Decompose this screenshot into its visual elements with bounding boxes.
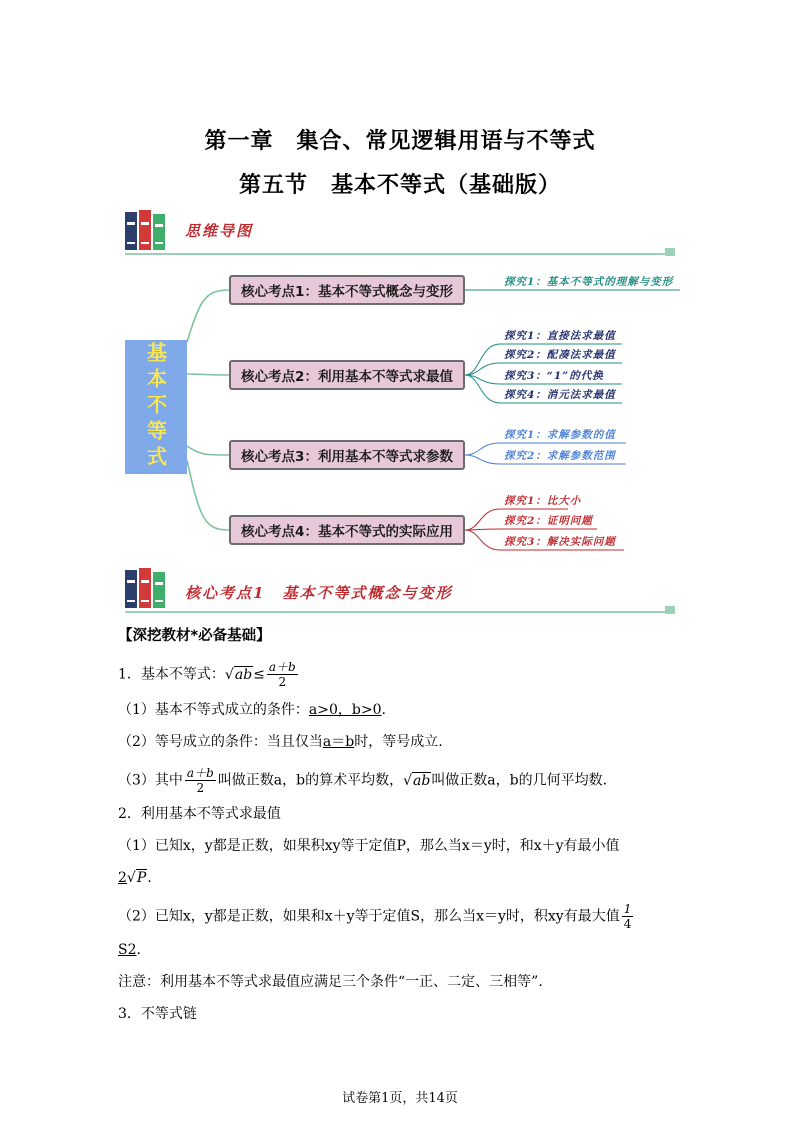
mindmap-node-4: 核心考点4：基本不等式的实际应用 — [229, 515, 465, 545]
max-min-1-answer — [118, 868, 152, 888]
mindmap-leaf: 探究2：配凑法求最值 — [504, 349, 616, 361]
mindmap-leaf: 探究1：直接法求最值 — [504, 330, 616, 342]
fraction-numerator: 1 — [623, 902, 632, 916]
item-1-text: 1．基本不等式： — [118, 666, 225, 683]
max-min-2 — [118, 902, 635, 931]
condition-3-end: 叫做正数a，b的几何平均数. — [431, 772, 608, 789]
section-label: 核心考点1 基本不等式概念与变形 — [185, 584, 453, 602]
chapter-title: 第一章 集合、常见逻辑用语与不等式 — [204, 129, 596, 154]
condition-2-answer: a＝b — [322, 734, 355, 750]
page-footer: 试卷第1页，共14页 — [342, 1091, 458, 1106]
sqrt-ab: √ab — [224, 666, 253, 683]
books-icon — [125, 566, 173, 610]
condition-2-end: 时，等号成立. — [354, 734, 443, 750]
answer-coef: 2 — [118, 870, 127, 886]
condition-1-end: . — [381, 702, 386, 718]
le-sign: ≤ — [253, 666, 265, 683]
mindmap-leaf: 探究2：证明问题 — [504, 515, 593, 527]
divider-square — [665, 606, 675, 614]
sqrt-ab-radicand: ab — [413, 772, 431, 789]
section-header-mindmap — [125, 208, 675, 258]
sqrt-ab-radicand: ab — [234, 666, 253, 683]
fraction-quarter — [622, 902, 634, 931]
note: 注意：利用基本不等式求最值应满足三个条件“一正、二定、三相等”. — [118, 974, 543, 990]
condition-3-text: （3）其中 — [118, 772, 183, 789]
condition-3 — [118, 766, 607, 795]
max-min-1: （1）已知x，y都是正数，如果积xy等于定值P，那么当x＝y时，和x＋y有最小值 — [118, 838, 620, 854]
answer-underlined: S2 — [118, 942, 137, 958]
fraction-numerator: a＋b — [268, 660, 296, 674]
answer-end: . — [147, 870, 152, 886]
divider-square — [665, 248, 675, 256]
books-icon — [125, 208, 173, 252]
fraction-mean — [267, 660, 298, 689]
max-min-2-text: （2）已知x，y都是正数，如果和x＋y等于定值S，那么当x＝y时，积xy有最大值 — [118, 908, 620, 925]
condition-2 — [118, 732, 443, 752]
mindmap-root — [125, 340, 187, 474]
mindmap-leaf: 探究1：求解参数的值 — [504, 429, 616, 441]
mindmap-leaf: 探究3：“1”的代换 — [504, 370, 604, 382]
mindmap-leaf: 探究1：基本不等式的理解与变形 — [504, 276, 674, 288]
sqrt-ab: √ab — [403, 772, 431, 789]
fraction-denominator: 2 — [196, 781, 205, 795]
mindmap-leaf: 探究3：解决实际问题 — [504, 536, 616, 548]
section-title: 第五节 基本不等式（基础版） — [238, 173, 561, 198]
condition-3-mid: 叫做正数a，b的算术平均数， — [217, 772, 404, 789]
mindmap-node-3: 核心考点3：利用基本不等式求参数 — [229, 440, 465, 470]
item-1 — [118, 660, 300, 689]
fraction-denominator: 2 — [278, 675, 287, 689]
content-heading: 【深挖教材*必备基础】 — [118, 628, 271, 644]
mindmap-node-2: 核心考点2：利用基本不等式求最值 — [229, 360, 465, 390]
sqrt-p-radicand: P — [136, 870, 147, 886]
divider — [125, 611, 665, 613]
fraction-numerator: a＋b — [186, 766, 214, 780]
answer-end: . — [136, 942, 141, 958]
condition-1 — [118, 700, 386, 720]
condition-1-answer: a>0，b>0 — [308, 702, 382, 718]
answer-underlined — [118, 870, 147, 886]
fraction-denominator: 4 — [623, 917, 632, 931]
mindmap-leaf: 探究4：消元法求最值 — [504, 389, 616, 401]
fraction-mean — [185, 766, 216, 795]
section-label: 思维导图 — [185, 222, 254, 240]
sqrt-p: √P — [126, 870, 147, 886]
condition-1-text: （1）基本不等式成立的条件： — [118, 702, 309, 718]
mindmap-leaf: 探究2：求解参数范围 — [504, 450, 616, 462]
condition-2-text: （2）等号成立的条件：当且仅当 — [118, 734, 323, 750]
mindmap-node-1: 核心考点1：基本不等式概念与变形 — [229, 275, 465, 305]
divider — [125, 253, 665, 255]
mindmap-root-label: 基本不等式 — [143, 342, 168, 472]
mindmap-leaf: 探究1：比大小 — [504, 495, 582, 507]
max-min-2-answer — [118, 940, 141, 960]
section-header-core1 — [125, 566, 675, 616]
item-3: 3．不等式链 — [118, 1006, 197, 1022]
item-2: 2．利用基本不等式求最值 — [118, 806, 281, 822]
